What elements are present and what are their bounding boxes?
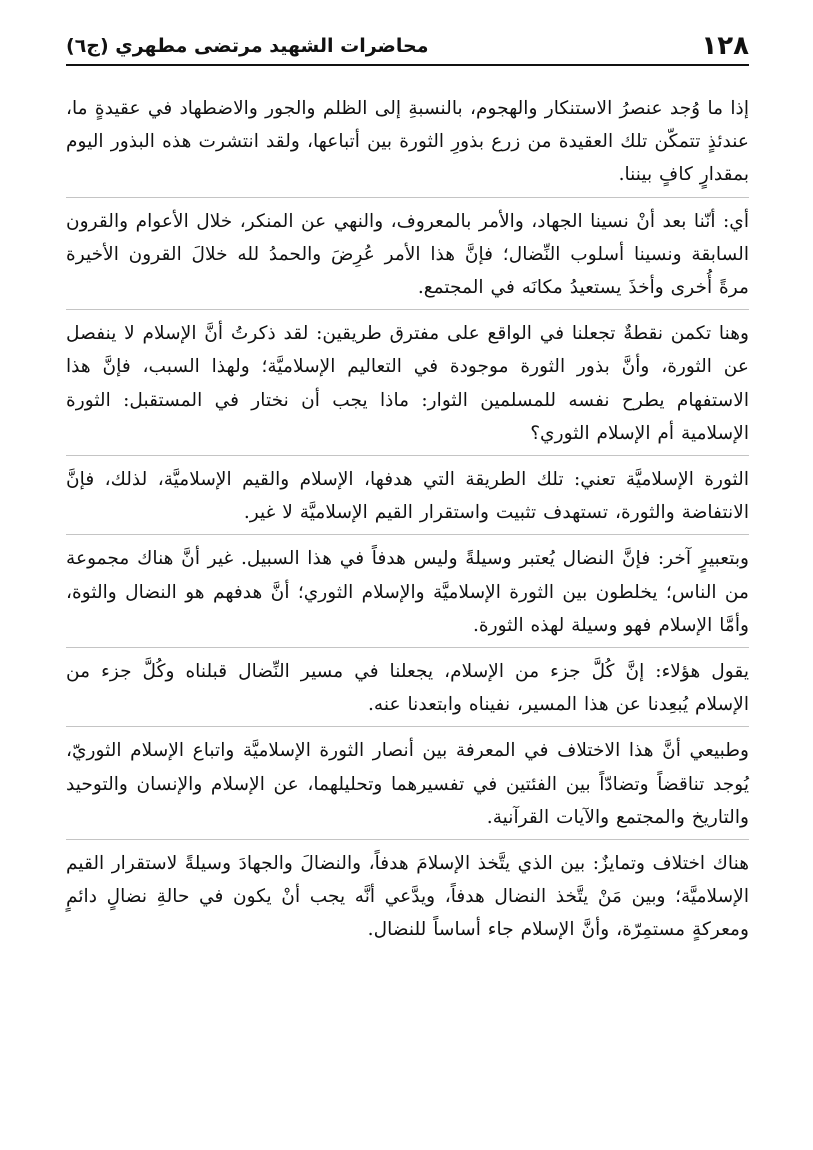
paragraph-divider xyxy=(66,197,749,198)
paragraph-3: وهنا تكمن نقطةٌ تجعلنا في الواقع على مفترق طريقين: لقد ذكرتُ أنَّ الإسلام لا ينفصل عن الثورة، وأنَّ بذور الثورة موجودة في التعاليم الإسلاميَّة؛ ولهذا السبب، فإنَّ هذا الاستفهام يطرح نفسه للمسلمين الثوار: ماذا يجب أن نختار في المستقبل: الثورة الإسلامية أم الإسلام الثوري؟ xyxy=(66,323,749,444)
body-text xyxy=(66,92,749,947)
paragraph-divider xyxy=(66,647,749,648)
paragraph-divider xyxy=(66,309,749,310)
book-title: محاضرات الشهيد مرتضى مطهري (ج٦) xyxy=(66,35,429,57)
paragraph-6: يقول هؤلاء: إنَّ كُلَّ جزء من الإسلام، يجعلنا في مسير النِّضال قبلناه وكُلَّ جزء من الإسلام يُبعِدنا عن هذا المسير، نفيناه وابتعدنا عنه. xyxy=(66,661,749,716)
paragraph-divider xyxy=(66,455,749,456)
paragraph-7: وطبيعي أنَّ هذا الاختلاف في المعرفة بين أنصار الثورة الإسلاميَّة واتباع الإسلام الثوريّ، يُوجد تناقضاً وتضادّاً بين الفئتين في تفسيرهما وتحليلهما، عن الإسلام والإنسان والتوحيد والتاريخ والمجتمع والآيات القرآنية. xyxy=(66,740,749,828)
paragraph-4: الثورة الإسلاميَّة تعني: تلك الطريقة التي هدفها، الإسلام والقيم الإسلاميَّة، لذلك، فإنَّ الانتفاضة والثورة، تستهدف تثبيت واستقرار القيم الإسلاميَّة لا غير. xyxy=(66,469,749,524)
paragraph-divider xyxy=(66,726,749,727)
paragraph-5: وبتعبيرٍ آخر: فإنَّ النضال يُعتبر وسيلةً وليس هدفاً في هذا السبيل. غير أنَّ هناك مجموعة من الناس؛ يخلطون بين الثورة الإسلاميَّة والإسلام الثوري؛ أنَّ هدفهم هو النضال والثوة، وأمَّا الإسلام فهو وسيلة لهذه الثورة. xyxy=(66,548,749,636)
page-number: ١٢٨ xyxy=(701,31,749,61)
paragraph-1: إذا ما وُجد عنصرُ الاستنكار والهجوم، بالنسبةِ إلى الظلم والجور والاضطهاد في عقيدةٍ ما، عندئذٍ تتمكّن تلك العقيدة من زرع بذورِ الثورة بين أتباعها، ولقد انتشرت هذه البذور اليوم بمقدارٍ كافٍ بيننا. xyxy=(66,98,749,186)
paragraph-8: هناك اختلاف وتمايزٌ: بين الذي يتَّخذ الإسلامَ هدفاً، والنضالَ والجهادَ وسيلةً لاستقرار القيم الإسلاميَّة؛ وبين مَنْ يتَّخذ النضال هدفاً، ويدَّعي أنَّه يجب أنْ يكون في حالةِ نضالٍ دائمٍ ومعركةٍ مستمِرّة، وأنَّ الإسلام جاء أساساً للنضال. xyxy=(66,853,749,941)
paragraph-2: أي: أنّنا بعد أنْ نسينا الجهاد، والأمر بالمعروف، والنهي عن المنكر، خلال الأعوام والقرون السابقة ونسينا أسلوب النِّضال؛ فإنَّ هذا الأمر عُرِضَ والحمدُ لله خلالَ القرون الأخيرة مرةً أُخرى وأخذَ يستعيدُ مكانَه في المجتمع. xyxy=(66,210,749,299)
paragraph-divider xyxy=(66,839,749,840)
paragraph-divider xyxy=(66,534,749,535)
running-header xyxy=(66,30,749,66)
